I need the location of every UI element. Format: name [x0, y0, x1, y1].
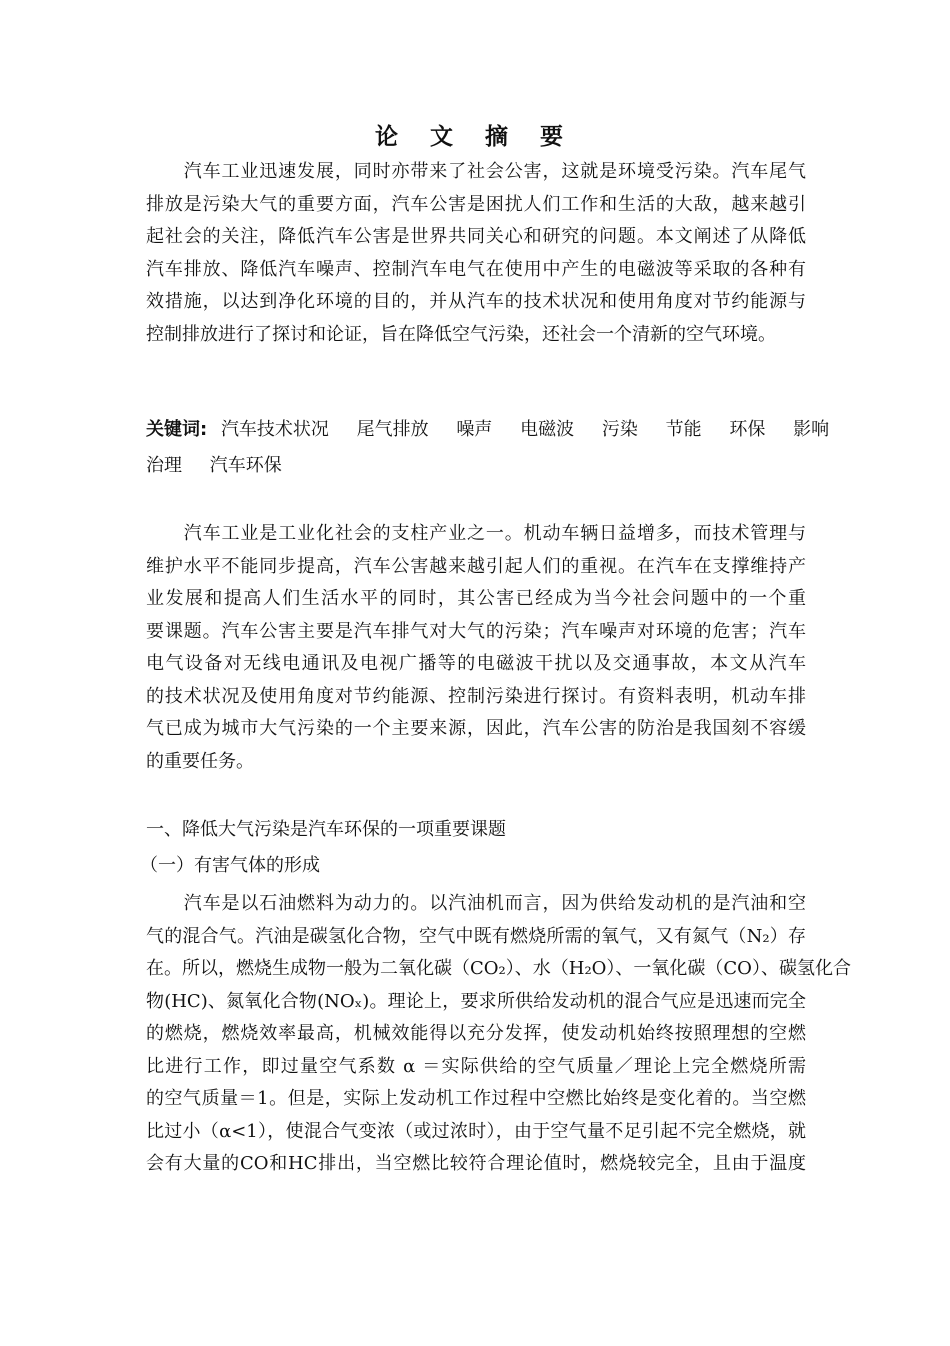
- text-line: 在。所以，燃烧生成物一般为二氧化碳（CO₂）、水（H₂O）、一氧化碳（CO）、碳氢化合: [146, 958, 851, 979]
- text-line: 比进行工作，即过量空气系数 α ＝实际供给的空气质量／理论上完全燃烧所需: [146, 1055, 806, 1077]
- keywords-label: 关键词:: [146, 419, 208, 440]
- keyword: 污染: [601, 419, 638, 440]
- text-line: 维护水平不能同步提高，汽车公害越来越引起人们的重视。在汽车在支撑维持产: [146, 555, 806, 577]
- text-line: 汽车工业迅速发展，同时亦带来了社会公害，这就是环境受污染。汽车尾气: [146, 161, 806, 182]
- keyword: 环保: [729, 419, 766, 440]
- text-line: 气已成为城市大气污染的一个主要来源，因此，汽车公害的防治是我国刻不容缓: [146, 718, 806, 739]
- text-line: 业发展和提高人们生活水平的同时，其公害已经成为当今社会问题中的一个重: [146, 588, 806, 609]
- keywords-line-2: [146, 450, 806, 482]
- text-line: 的空气质量＝1。但是，实际上发动机工作过程中空燃比始终是变化着的。当空燃: [146, 1088, 806, 1109]
- keyword: 汽车技术状况: [220, 419, 329, 440]
- keyword: 影响: [793, 419, 830, 440]
- text-line: 汽车排放、降低汽车噪声、控制汽车电气在使用中产生的电磁波等采取的各种有: [146, 258, 806, 280]
- keywords-line-1: [146, 414, 830, 446]
- intro-paragraph: [146, 518, 806, 778]
- body-paragraph: [146, 888, 851, 1181]
- text-line: 气的混合气。汽油是碳氢化合物，空气中既有燃烧所需的氧气，又有氮气（N₂）存: [146, 925, 806, 947]
- text-line: 比过小（α<1），使混合气变浓（或过浓时），由于空气量不足引起不完全燃烧，就: [146, 1120, 806, 1142]
- keyword: 尾气排放: [356, 419, 429, 440]
- text-line: 的重要任务。: [146, 750, 254, 772]
- text-line: 控制排放进行了探讨和论证，旨在降低空气污染，还社会一个清新的空气环境。: [146, 323, 776, 345]
- subsection-heading: （一）有害气体的形成: [140, 855, 320, 876]
- keyword: 汽车环保: [209, 455, 282, 476]
- keyword: 电磁波: [520, 419, 575, 440]
- text-line: 要课题。汽车公害主要是汽车排气对大气的污染；汽车噪声对环境的危害；汽车: [146, 620, 806, 642]
- text-line: 会有大量的CO和HC排出，当空燃比较符合理论值时，燃烧较完全，且由于温度: [146, 1153, 806, 1174]
- text-line: 汽车是以石油燃料为动力的。以汽油机而言，因为供给发动机的是汽油和空: [146, 893, 806, 914]
- section-heading: 一、降低大气污染是汽车环保的一项重要课题: [146, 819, 506, 840]
- text-line: 电气设备对无线电通讯及电视广播等的电磁波干扰以及交通事故，本文从汽车: [146, 653, 806, 674]
- text-line: 物(HC)、氮氧化合物(NOₓ)。理论上，要求所供给发动机的混合气应是迅速而完全: [146, 990, 806, 1012]
- abstract-title: 论 文 摘 要: [374, 124, 576, 150]
- keyword: 治理: [146, 455, 182, 476]
- text-line: 排放是污染大气的重要方面，汽车公害是困扰人们工作和生活的大敌，越来越引: [146, 193, 806, 215]
- abstract-paragraph: [146, 156, 806, 351]
- keyword: 节能: [665, 419, 702, 440]
- text-line: 起社会的关注，降低汽车公害是世界共同关心和研究的问题。本文阐述了从降低: [146, 226, 806, 247]
- text-line: 的燃烧，燃烧效率最高，机械效能得以充分发挥，使发动机始终按照理想的空燃: [146, 1023, 806, 1044]
- keyword: 噪声: [456, 419, 493, 440]
- text-line: 的技术状况及使用角度对节约能源、控制污染进行探讨。有资料表明，机动车排: [146, 685, 806, 707]
- text-line: 汽车工业是工业化社会的支柱产业之一。机动车辆日益增多，而技术管理与: [146, 523, 806, 544]
- text-line: 效措施，以达到净化环境的目的，并从汽车的技术状况和使用角度对节约能源与: [146, 291, 806, 312]
